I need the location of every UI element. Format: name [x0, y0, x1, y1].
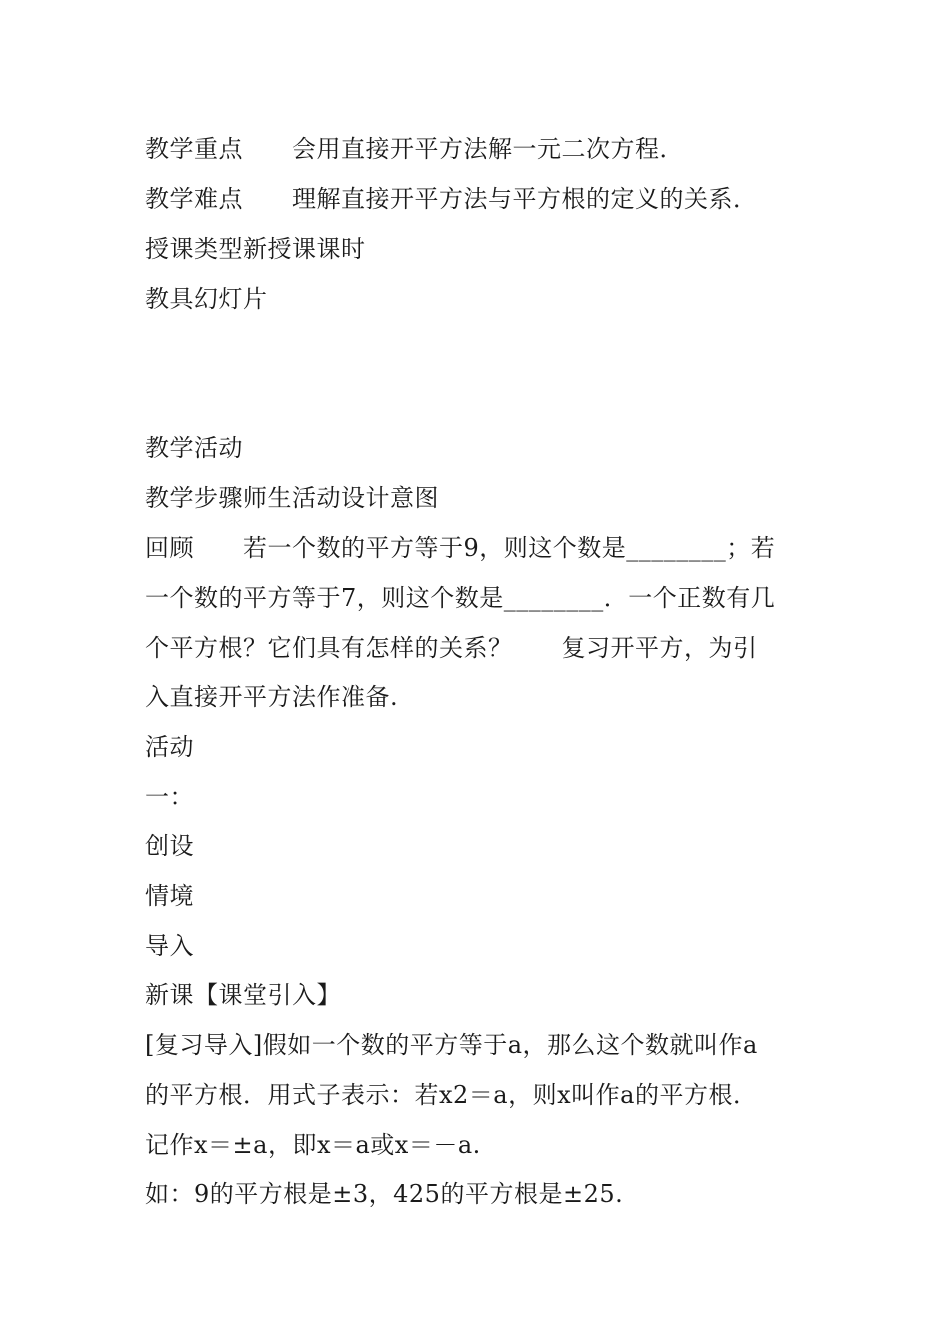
- review-intro-line-2: 的平方根．用式子表示：若x2＝a，则x叫作a的平方根．: [145, 1081, 758, 1109]
- review-line-3: 个平方根？它们具有怎样的关系？ 复习开平方，为引: [145, 634, 758, 662]
- new-lesson-heading: 新课【课堂引入】: [145, 981, 341, 1009]
- teaching-difficulty-line: 教学难点 理解直接开平方法与平方根的定义的关系．: [145, 185, 758, 213]
- review-intro-line-3: 记作x＝±a，即x＝a或x＝－a.: [145, 1131, 481, 1159]
- table-header-line: 教学步骤师生活动设计意图: [145, 484, 439, 512]
- teaching-activities-heading: 教学活动: [145, 434, 243, 462]
- introduce-label: 导入: [145, 932, 194, 960]
- review-intro-line-1: [复习导入]假如一个数的平方等于a，那么这个数就叫作a: [145, 1031, 758, 1059]
- review-line-2: 一个数的平方等于7，则这个数是________．一个正数有几: [145, 584, 776, 612]
- example-line: 如：9的平方根是±3，425的平方根是±25.: [145, 1180, 624, 1208]
- create-label: 创设: [145, 832, 194, 860]
- teaching-aids-line: 教具幻灯片: [145, 285, 268, 313]
- situation-label: 情境: [145, 882, 194, 910]
- teaching-focus-line: 教学重点 会用直接开平方法解一元二次方程．: [145, 135, 684, 163]
- lesson-type-line: 授课类型新授课课时: [145, 235, 366, 263]
- review-line-1: 回顾 若一个数的平方等于9，则这个数是________；若: [145, 534, 776, 562]
- activity-label: 活动: [145, 733, 194, 761]
- activity-number-label: 一：: [145, 783, 194, 811]
- review-line-4: 入直接开平方法作准备.: [145, 683, 399, 711]
